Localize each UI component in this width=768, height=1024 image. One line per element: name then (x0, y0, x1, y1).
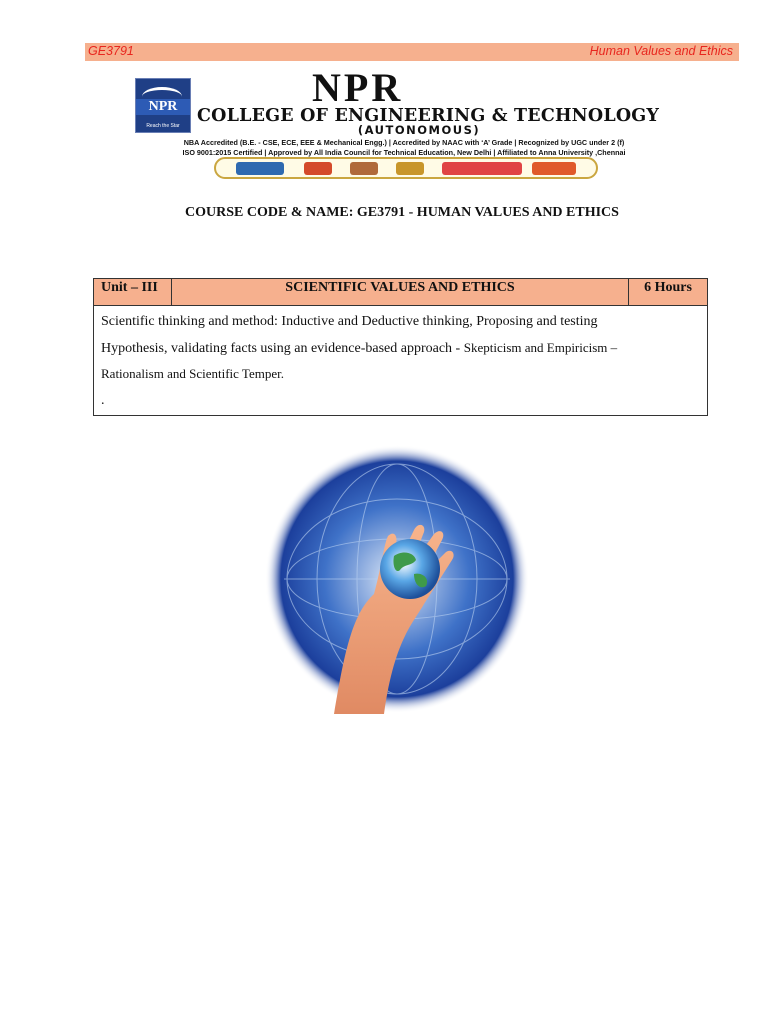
table-header-row (94, 279, 708, 306)
hand-holding-globe-illustration (264, 444, 530, 714)
header-course-code: GE3791 (88, 44, 134, 58)
unit-number: Unit – III (94, 279, 172, 306)
logo-tagline: Reach the Star (146, 123, 180, 129)
naac-logo-icon (396, 162, 424, 175)
accreditation-line-1: NBA Accredited (B.E. - CSE, ECE, EEE & Mechanical Engg.) | Accredited by NAAC with ‘A’ Grade | Recognized by UGC under 2 (f) (183, 138, 625, 147)
unit-content (94, 306, 708, 416)
anna-university-logo-icon (350, 162, 378, 175)
content-line-2: Hypothesis, validating facts using an evidence-based approach - Skepticism and Empiricism – (101, 339, 618, 356)
logo-text: NPR (136, 99, 190, 115)
nba-logo-icon (236, 162, 284, 175)
page-header-band (85, 43, 739, 61)
innovation-ambassador-logo-icon (532, 162, 576, 175)
accreditation-line-2: ISO 9001:2015 Certified | Approved by All India Council for Technical Education, New Delhi | Affiliated to Anna University ,Chennai (182, 148, 626, 157)
unit-hours: 6 Hours (629, 279, 708, 306)
college-name: COLLEGE OF ENGINEERING & TECHNOLOGY (197, 106, 660, 126)
unit-syllabus-table (93, 278, 708, 416)
content-line-4: . (101, 392, 105, 408)
table-content-row (94, 306, 708, 416)
content-line-1: Scientific thinking and method: Inductive and Deductive thinking, Proposing and testing (101, 314, 598, 329)
content-line-3: Rationalism and Scientific Temper. (101, 366, 284, 381)
institution-innovation-council-logo-icon (442, 162, 522, 175)
unit-title: SCIENTIFIC VALUES AND ETHICS (172, 279, 629, 306)
accreditation-badges-strip (214, 157, 598, 179)
college-short-name: NPR (312, 65, 404, 110)
course-code-and-name: COURSE CODE & NAME: GE3791 - HUMAN VALUES AND ETHICS (185, 205, 619, 220)
college-status: (AUTONOMOUS) (357, 123, 481, 137)
header-course-name: Human Values and Ethics (589, 44, 733, 58)
aicte-logo-icon (304, 162, 332, 175)
